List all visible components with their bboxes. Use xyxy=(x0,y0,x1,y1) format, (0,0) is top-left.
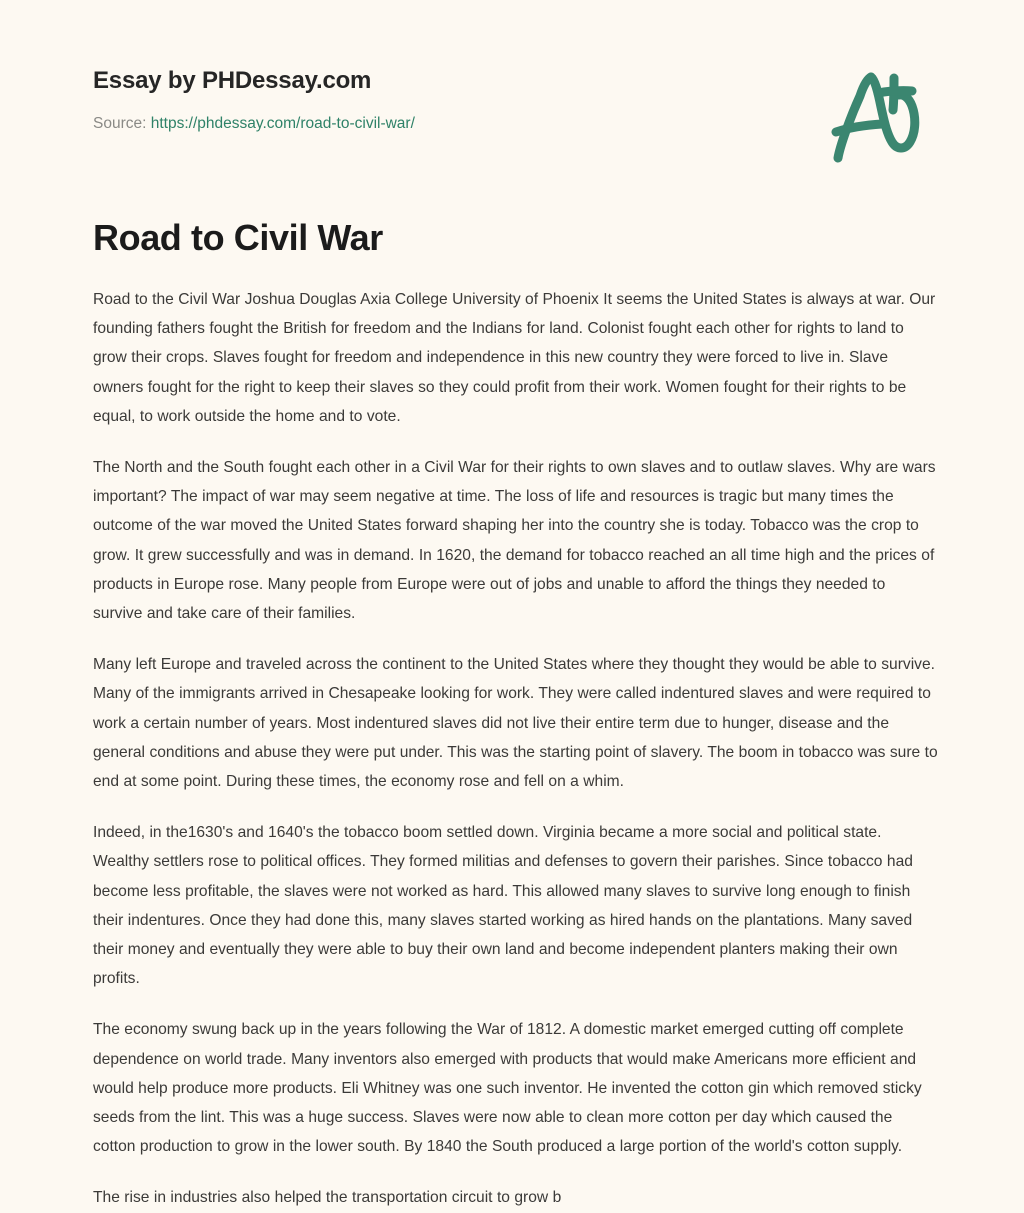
paragraph: Many left Europe and traveled across the continent to the United States where they thought they would be able to survive. Many of the immigrants arrived in Chesapeake looking for work. They were called indentured slaves and were required to work a certain number of years. Most indentured slaves did not live their entire term due to hunger, disease and the general conditions and abuse they were put under. This was the starting point of slavery. The boom in tobacco was sure to end at some point. During these times, the economy rose and fell on a whim. xyxy=(93,656,938,791)
paragraph: The economy swung back up in the years following the War of 1812. A domestic market emerged cutting off complete dependence on world trade. Many inventors also emerged with products that would make Americans more efficient and would help produce more products. Eli Whitney was one such inventor. He invented the cotton gin which removed sticky seeds from the lint. This was a huge success. Slaves were now able to clean more cotton per day which caused the cotton production to grow in the lower south. By 1840 the South produced a large portion of the world's cotton supply. xyxy=(93,1021,922,1156)
paragraph: Road to the Civil War Joshua Douglas Axia College University of Phoenix It seems the United States is always at war. Our founding fathers fought the British for freedom and the Indians for land. Colonist fought each other for rights to land to grow their crops. Slaves fought for freedom and independence in this new country they were forced to live in. Slave owners fought for the right to keep their slaves so they could profit from their work. Women fought for their rights to be equal, to work outside the home and to vote. xyxy=(93,291,936,425)
aplus-logo-icon xyxy=(820,62,930,167)
paragraph: The rise in industries also helped the transportation circuit to grow b xyxy=(93,1189,562,1207)
page-title: Road to Civil War xyxy=(93,217,383,258)
paragraph: The North and the South fought each other in a Civil War for their rights to own slaves and to outlaw slaves. Why are wars important? The impact of war may seem negative at time. The loss of life and resources is tragic but many times the outcome of the war moved the United States forward shaping her into the country she is today. Tobacco was the crop to grow. It grew successfully and was in demand. In 1620, the demand for tobacco reached an all time high and the prices of products in Europe rose. Many people from Europe were out of jobs and unable to afford the things they needed to survive and take care of their families. xyxy=(93,459,936,623)
source-line xyxy=(93,96,935,134)
brand-title: Essay by PHDessay.com xyxy=(93,67,372,94)
essay-body xyxy=(93,285,938,1213)
page-header xyxy=(93,66,935,166)
source-url-link[interactable]: https://phdessay.com/road-to-civil-war/ xyxy=(150,115,415,132)
paragraph: Indeed, in the1630's and 1640's the tobacco boom settled down. Virginia became a more social and political state. Wealthy settlers rose to political offices. They formed militias and defenses to govern their parishes. Since tobacco had become less profitable, the slaves were not worked as hard. This allowed many slaves to survive long enough to finish their indentures. Once they had done this, many slaves started working as hired hands on the plantations. Many saved their money and eventually they were able to buy their own land and become independent planters making their own profits. xyxy=(93,824,913,988)
source-label: Source: xyxy=(93,115,147,132)
